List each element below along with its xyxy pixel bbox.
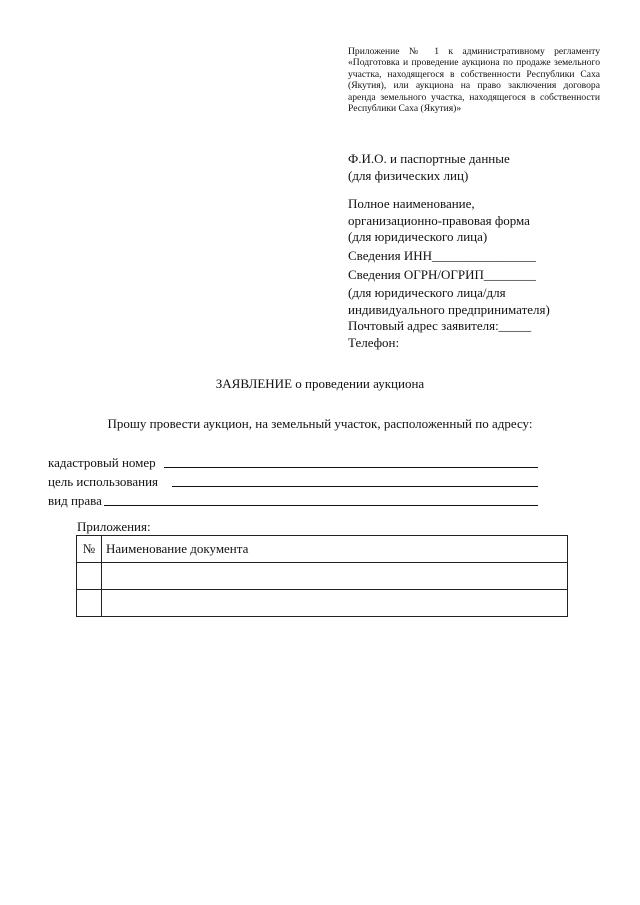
applicant-org-note: (для юридического лица): [348, 229, 488, 245]
attachment-num-cell: [77, 590, 102, 617]
purpose-label: цель использования: [48, 474, 159, 489]
purpose-row: [48, 471, 538, 490]
applicant-phone: Телефон:: [348, 334, 400, 350]
attachments-header-num: №: [77, 536, 102, 563]
applicant-fio-note: (для физических лиц): [348, 167, 469, 183]
right-type-row: [48, 490, 538, 509]
applicant-ogrn: Сведения ОГРН/ОГРИП________: [348, 266, 536, 282]
applicant-org-name: Полное наименование,: [348, 196, 475, 212]
right-type-label: вид права: [48, 493, 102, 508]
attachment-name-cell: [102, 590, 568, 617]
attachment-num-cell: [77, 563, 102, 590]
attachment-name-cell: [102, 563, 568, 590]
cadastral-number-label: кадастровый номер: [48, 455, 156, 470]
applicant-inn: Сведения ИНН________________: [348, 247, 537, 263]
table-row: [77, 590, 568, 617]
attachments-header-name: Наименование документа: [102, 536, 568, 563]
applicant-address: Почтовый адрес заявителя:_____: [348, 318, 532, 334]
applicant-ogrn-note-2: индивидуального предпринимателя): [348, 301, 550, 317]
purpose-blank: [172, 486, 538, 487]
cadastral-number-blank: [164, 467, 538, 468]
applicant-fio: Ф.И.О. и паспортные данные: [348, 151, 510, 166]
applicant-details: [348, 151, 588, 354]
annex-note-text: Приложение № 1 к административному регламенту «Подготовка и проведение аукциона по продаже земельного участка, находящегося в собственности Республики Саха (Якутия), или аукциона на право заключения договора аренда земельного участка, находящегося в собственности Республики Саха (Якутия)»: [348, 46, 600, 115]
right-type-blank: [104, 505, 538, 506]
request-text: Прошу провести аукцион, на земельный участок, расположенный по адресу:: [107, 416, 533, 431]
table-row: [77, 563, 568, 590]
annex-note: [348, 46, 600, 114]
attachments-label: Приложения:: [77, 519, 151, 534]
applicant-ogrn-note-1: (для юридического лица/для: [348, 285, 506, 301]
applicant-individual-block: [348, 151, 588, 184]
attachments-header-row: [77, 536, 568, 563]
applicant-organization-block: [348, 196, 588, 351]
parcel-details: [48, 452, 538, 509]
applicant-org-form: организационно-правовая форма: [348, 212, 530, 228]
document-title: ЗАЯВЛЕНИЕ о проведении аукциона: [215, 376, 425, 391]
attachments-table: [76, 535, 568, 617]
cadastral-number-row: [48, 452, 538, 471]
